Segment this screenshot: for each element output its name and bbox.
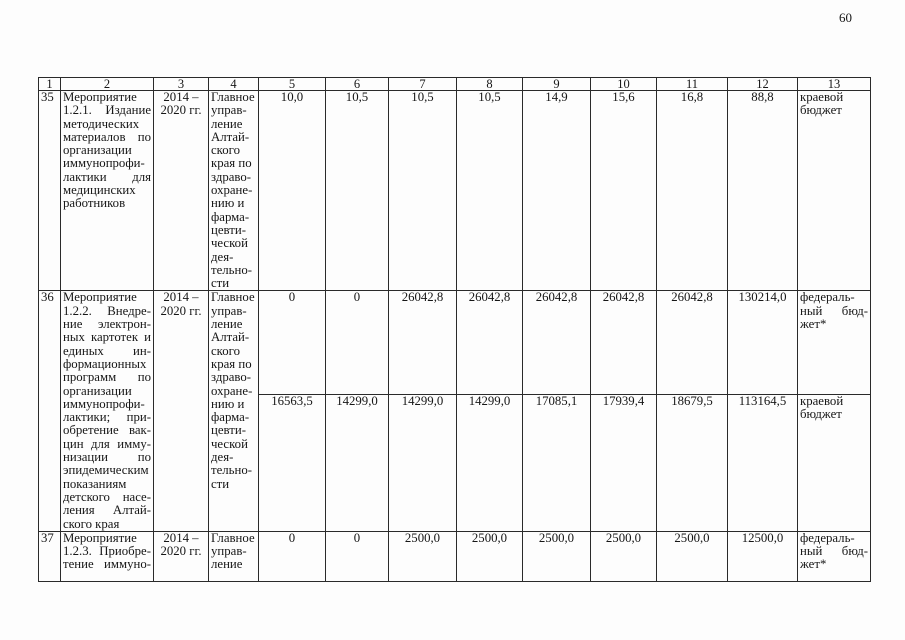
activity-line: Мероприятие bbox=[63, 290, 137, 305]
column-number-9: 9 bbox=[523, 78, 591, 91]
amount-col-5: 16563,5 bbox=[259, 394, 326, 531]
activity-line: Мероприятие bbox=[63, 90, 137, 104]
activity-line: иммунопрофи- bbox=[63, 156, 145, 171]
amount-col-10: 17939,4 bbox=[591, 394, 657, 531]
executor-line: края по bbox=[211, 356, 252, 371]
funding-source-cell bbox=[798, 291, 871, 394]
amount-col-8: 10,5 bbox=[457, 91, 523, 291]
amount-col-11: 26042,8 bbox=[657, 291, 728, 394]
amount-col-6: 0 bbox=[326, 531, 389, 581]
activity-line: методических bbox=[63, 116, 140, 131]
executor-line: ческой bbox=[211, 436, 248, 451]
amount-col-7: 26042,8 bbox=[389, 291, 457, 394]
row-number: 36 bbox=[39, 291, 61, 531]
executor-line: управ- bbox=[211, 303, 247, 318]
funding-source-line: ный бюд- bbox=[800, 303, 868, 318]
period-line: 2014 – bbox=[163, 290, 199, 305]
row-number: 37 bbox=[39, 531, 61, 581]
activity-line: цин для имму- bbox=[63, 436, 151, 451]
amount-col-7: 10,5 bbox=[389, 91, 457, 291]
executor-line: здраво- bbox=[211, 169, 252, 184]
activity-line: тение иммуно- bbox=[63, 557, 151, 572]
activity-line: формационных bbox=[63, 356, 147, 371]
activity-line: ления Алтай- bbox=[63, 503, 151, 518]
executor-line: Алтай- bbox=[211, 330, 250, 345]
funding-source-line: федераль- bbox=[800, 531, 855, 545]
amount-col-8: 26042,8 bbox=[457, 291, 523, 394]
activity-line: низации по bbox=[63, 450, 151, 465]
executor-cell bbox=[209, 91, 259, 291]
amount-col-9: 14,9 bbox=[523, 91, 591, 291]
column-number-13: 13 bbox=[798, 78, 871, 91]
amount-col-8: 2500,0 bbox=[457, 531, 523, 581]
activity-line: иммунопрофи- bbox=[63, 396, 145, 411]
activity-line: лактики; при- bbox=[63, 410, 151, 425]
executor-line: дея- bbox=[211, 450, 234, 465]
funding-source-line: краевой bbox=[800, 394, 844, 408]
table-row-37 bbox=[39, 531, 871, 581]
amount-col-7: 14299,0 bbox=[389, 394, 457, 531]
activity-line: единых ин- bbox=[63, 343, 151, 358]
column-number-3: 3 bbox=[154, 78, 209, 91]
activity-line: 1.2.1. Издание bbox=[63, 103, 151, 118]
period-line: 2020 гг. bbox=[160, 303, 202, 318]
executor-line: управ- bbox=[211, 544, 247, 559]
executor-line: ление bbox=[211, 557, 243, 572]
executor-line: нию и bbox=[211, 196, 245, 211]
column-number-4: 4 bbox=[209, 78, 259, 91]
row-number: 35 bbox=[39, 91, 61, 291]
activity-line: организации bbox=[63, 383, 132, 398]
executor-line: ского bbox=[211, 343, 240, 358]
activity-line: показаниям bbox=[63, 476, 127, 491]
column-number-7: 7 bbox=[389, 78, 457, 91]
executor-line: ление bbox=[211, 116, 243, 131]
executor-line: фарма- bbox=[211, 209, 250, 224]
period-line: 2014 – bbox=[163, 531, 199, 545]
period-line: 2014 – bbox=[163, 90, 199, 104]
column-number-12: 12 bbox=[728, 78, 798, 91]
executor-line: Главное bbox=[211, 90, 255, 104]
executor-line: Алтай- bbox=[211, 129, 250, 144]
executor-line: охране- bbox=[211, 383, 253, 398]
column-number-5: 5 bbox=[259, 78, 326, 91]
executor-line: тельно- bbox=[211, 463, 253, 478]
executor-line: цевти- bbox=[211, 222, 246, 237]
activity-line: материалов по bbox=[63, 129, 151, 144]
executor-line: фарма- bbox=[211, 410, 250, 425]
amount-col-9: 2500,0 bbox=[523, 531, 591, 581]
executor-line: цевти- bbox=[211, 423, 246, 438]
amount-col-5: 0 bbox=[259, 291, 326, 394]
activity-cell bbox=[61, 531, 154, 581]
executor-line: здраво- bbox=[211, 370, 252, 385]
period-cell bbox=[154, 91, 209, 291]
column-number-11: 11 bbox=[657, 78, 728, 91]
activity-line: обретение вак- bbox=[63, 423, 151, 438]
activity-cell bbox=[61, 91, 154, 291]
amount-col-5: 10,0 bbox=[259, 91, 326, 291]
executor-line: нию и bbox=[211, 396, 245, 411]
executor-line: края по bbox=[211, 156, 252, 171]
activity-line: программ по bbox=[63, 370, 151, 385]
amount-col-10: 2500,0 bbox=[591, 531, 657, 581]
amount-col-10: 15,6 bbox=[591, 91, 657, 291]
funding-source-line: ный бюд- bbox=[800, 544, 868, 559]
activity-line: лактики для bbox=[63, 169, 151, 184]
amount-col-12: 88,8 bbox=[728, 91, 798, 291]
activity-cell bbox=[61, 291, 154, 531]
activity-line: детского насе- bbox=[63, 489, 151, 504]
amount-col-8: 14299,0 bbox=[457, 394, 523, 531]
period-line: 2020 гг. bbox=[160, 544, 202, 559]
amount-col-7: 2500,0 bbox=[389, 531, 457, 581]
funding-source-line: бюджет bbox=[800, 406, 842, 421]
column-number-2: 2 bbox=[61, 78, 154, 91]
amount-col-6: 14299,0 bbox=[326, 394, 389, 531]
funding-source-line: федераль- bbox=[800, 290, 855, 305]
executor-line: ление bbox=[211, 317, 243, 332]
executor-line: управ- bbox=[211, 103, 247, 118]
executor-cell bbox=[209, 531, 259, 581]
table-row-35 bbox=[39, 91, 871, 291]
activity-line: работников bbox=[63, 196, 126, 211]
funding-source-line: жет* bbox=[800, 557, 827, 572]
amount-col-12: 130214,0 bbox=[728, 291, 798, 394]
funding-source-cell bbox=[798, 91, 871, 291]
activity-line: 1.2.2. Внедре- bbox=[63, 303, 151, 318]
activity-line: медицинских bbox=[63, 183, 136, 198]
executor-line: сти bbox=[211, 476, 230, 491]
activity-line: 1.2.3. Приобре- bbox=[63, 544, 151, 559]
column-number-8: 8 bbox=[457, 78, 523, 91]
funding-source-line: жет* bbox=[800, 317, 827, 332]
executor-line: сти bbox=[211, 276, 230, 291]
executor-line: Главное bbox=[211, 531, 255, 545]
amount-col-5: 0 bbox=[259, 531, 326, 581]
executor-line: охране- bbox=[211, 183, 253, 198]
executor-line: ского bbox=[211, 143, 240, 158]
amount-col-6: 0 bbox=[326, 291, 389, 394]
activity-line: организации bbox=[63, 143, 132, 158]
column-number-6: 6 bbox=[326, 78, 389, 91]
activity-line: ние электрон- bbox=[63, 317, 151, 332]
amount-col-11: 18679,5 bbox=[657, 394, 728, 531]
executor-line: Главное bbox=[211, 290, 255, 305]
funding-source-cell bbox=[798, 394, 871, 531]
amount-col-12: 113164,5 bbox=[728, 394, 798, 531]
funding-source-line: краевой bbox=[800, 90, 844, 104]
amount-col-6: 10,5 bbox=[326, 91, 389, 291]
page-number: 60 bbox=[839, 10, 852, 25]
column-number-10: 10 bbox=[591, 78, 657, 91]
amount-col-10: 26042,8 bbox=[591, 291, 657, 394]
amount-col-11: 2500,0 bbox=[657, 531, 728, 581]
amount-col-9: 17085,1 bbox=[523, 394, 591, 531]
activity-line: эпидемическим bbox=[63, 463, 149, 478]
activity-line: Мероприятие bbox=[63, 531, 137, 545]
executor-line: тельно- bbox=[211, 262, 253, 277]
program-table bbox=[38, 77, 871, 582]
funding-source-line: бюджет bbox=[800, 103, 842, 118]
activity-line: ского края bbox=[63, 516, 120, 531]
amount-col-9: 26042,8 bbox=[523, 291, 591, 394]
period-line: 2020 гг. bbox=[160, 103, 202, 118]
period-cell bbox=[154, 291, 209, 531]
executor-line: ческой bbox=[211, 236, 248, 251]
amount-col-12: 12500,0 bbox=[728, 531, 798, 581]
executor-cell bbox=[209, 291, 259, 531]
funding-source-cell bbox=[798, 531, 871, 581]
period-cell bbox=[154, 531, 209, 581]
table-row-36 bbox=[39, 291, 871, 394]
column-number-row bbox=[39, 78, 871, 91]
column-number-1: 1 bbox=[39, 78, 61, 91]
amount-col-11: 16,8 bbox=[657, 91, 728, 291]
executor-line: дея- bbox=[211, 249, 234, 264]
activity-line: ных картотек и bbox=[63, 330, 151, 345]
